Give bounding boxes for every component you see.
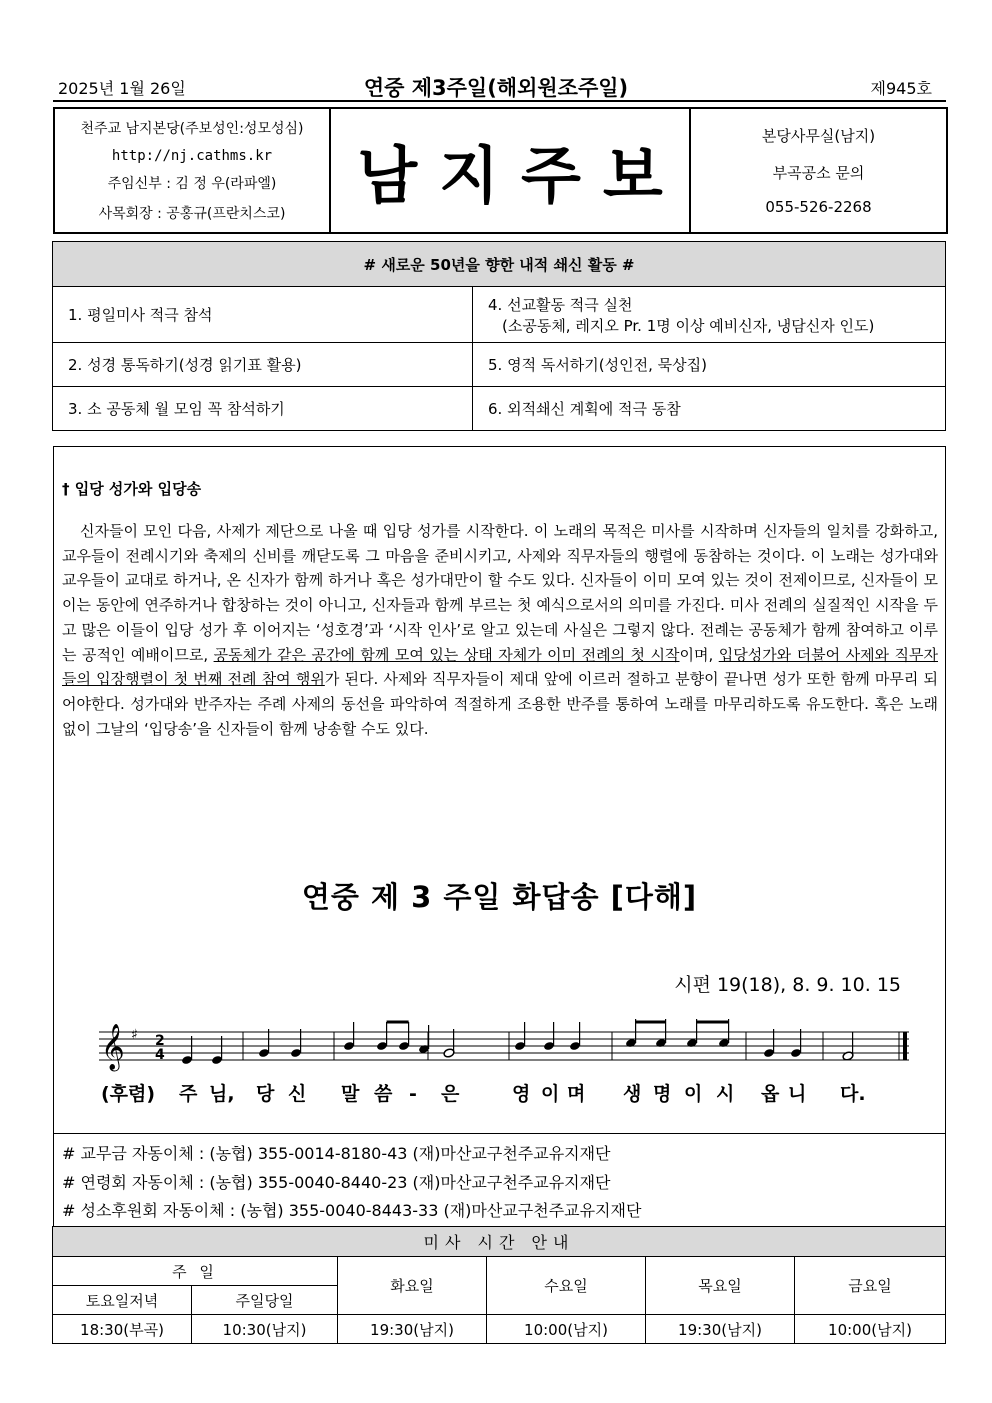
issue-number: 제945호 (870, 79, 932, 98)
time-saturday: 18:30(부곡) (53, 1315, 192, 1344)
account-funeral: # 연령회 자동이체 : (농협) 355-0040-8440-23 (재)마산교구천주교유지재단 (62, 1173, 611, 1192)
time-thursday: 19:30(남지) (646, 1315, 795, 1344)
article-title: † 입당 성가와 입당송 (62, 480, 202, 498)
friday-header: 금요일 (795, 1257, 946, 1315)
pastor: 주임신부 : 김 정 우(라파엘) (107, 176, 277, 193)
lyric-syllable: 주 (179, 1083, 198, 1105)
time-wednesday: 10:00(남지) (487, 1315, 646, 1344)
renewal-item-5: 5. 영적 독서하기(성인전, 묵상집) (473, 343, 946, 387)
lyric-syllable: 님, (209, 1083, 235, 1105)
parish-url[interactable]: http://nj.cathms.kr (111, 147, 273, 164)
time-friday: 10:00(남지) (795, 1315, 946, 1344)
office-info (691, 109, 946, 232)
lyric-syllable: 이 (684, 1083, 703, 1105)
renewal-item-3: 3. 소 공동체 월 모임 꼭 참석하기 (53, 387, 473, 431)
time-signature-top: 2 (155, 1033, 165, 1049)
masthead-title (331, 109, 691, 232)
renewal-heading: # 새로운 50년을 향한 내적 쇄신 활동 # (53, 242, 946, 287)
bulletin-name: 남지주보 (357, 139, 685, 212)
masthead (53, 107, 948, 234)
article-text-3: 가 된다. 사제와 직무자들이 제대 앞에 이르러 절하고 분향이 끝나면 성가 또한 함께 마무리 되어야한다. 성가대와 반주자는 주례 사제의 동선을 파악하여 적절하게 조용한 반주를 통하여 노래를 마무리하도록 유도한다. 혹은 노래 없이 그날의 ‘입당송’을 신자들이 함께 낭송할 수도 있다. (62, 670, 939, 738)
office-label: 본당사무실(남지) (761, 126, 876, 145)
divider (53, 100, 946, 102)
lyric-syllable: 신 (288, 1083, 307, 1105)
psalm-reference: 시편 19(18), 8. 9. 10. 15 (674, 974, 901, 996)
renewal-item-4-line2: (소공동체, 레지오 Pr. 1명 이상 예비신자, 냉담신자 인도) (502, 316, 875, 335)
lyric-syllable: 생 (623, 1083, 642, 1105)
lyric-syllable: 은 (441, 1083, 460, 1105)
saturday-evening-header: 토요일저녁 (53, 1286, 192, 1315)
lyric-syllable: 말 (341, 1083, 360, 1105)
lyric-syllable: 시 (716, 1083, 735, 1105)
council-head: 사목회장 : 공홍규(프란치스코) (98, 205, 286, 222)
lyric-syllable: 며 (567, 1083, 586, 1105)
music-staff (99, 1012, 919, 1122)
lyric-syllable: - (409, 1083, 417, 1105)
sunday-header: 주 일 (53, 1257, 338, 1286)
lyrics-group (179, 1082, 866, 1105)
psalm-title: 연중 제 3 주일 화답송 [다해] (301, 880, 698, 914)
notes-group (181, 1019, 854, 1065)
account-tithe: # 교무금 자동이체 : (농협) 355-0014-8180-43 (재)마산교구천주교유지재단 (62, 1144, 611, 1163)
article-text-2: 이며, (679, 645, 719, 664)
parish-info (55, 109, 331, 232)
lyric-syllable: 당 (256, 1083, 275, 1105)
mass-schedule-table (52, 1226, 946, 1344)
renewal-item-4 (473, 287, 946, 343)
time-tuesday: 19:30(남지) (338, 1315, 487, 1344)
article-underline-1: 공동체가 같은 공간에 함께 모여 있는 상태 자체가 이미 전례의 첫 시작 (213, 645, 680, 664)
article-box (53, 446, 946, 1134)
renewal-item-6: 6. 외적쇄신 계획에 적극 동참 (473, 387, 946, 431)
sharp-icon: ♯ (131, 1027, 138, 1043)
page-title: 연중 제3주일(해외원조주일) (363, 76, 629, 100)
article-body (62, 519, 938, 741)
thursday-header: 목요일 (646, 1257, 795, 1315)
lyric-syllable: 이 (541, 1083, 560, 1105)
treble-clef-icon: 𝄞 (101, 1024, 125, 1070)
time-signature-bottom: 4 (155, 1047, 165, 1063)
renewal-item-2: 2. 성경 통독하기(성경 읽기표 활용) (53, 343, 473, 387)
tuesday-header: 화요일 (338, 1257, 487, 1315)
lyric-syllable: 니 (788, 1083, 807, 1105)
mass-heading: 미사 시간 안내 (53, 1227, 946, 1257)
lyric-syllable: 명 (653, 1083, 672, 1105)
phone-number: 055-526-2268 (765, 198, 872, 217)
lyric-syllable: 영 (512, 1083, 531, 1105)
lyric-syllable: 씀 (374, 1083, 393, 1105)
wednesday-header: 수요일 (487, 1257, 646, 1315)
renewal-table (52, 241, 946, 431)
inquiry-label: 부곡공소 문의 (772, 163, 865, 182)
accounts-box (53, 1132, 946, 1227)
article-underline-2: 입당성가와 더불어 사제와 직무자들의 입장행렬이 첫 번째 전례 참여 행위 (62, 645, 938, 689)
lyric-syllable: 다. (840, 1083, 866, 1105)
lyric-syllable: 옵 (761, 1083, 780, 1105)
time-sunday: 10:30(남지) (192, 1315, 338, 1344)
sunday-day-header: 주일당일 (192, 1286, 338, 1315)
renewal-item-1: 1. 평일미사 적극 참석 (53, 287, 473, 343)
article-text-1: 신자들이 모인 다음, 사제가 제단으로 나올 때 입당 성가를 시작한다. 이 노래의 목적은 미사를 시작하며 신자들의 일치를 강화하고, 교우들이 전례시기와 축제의 신비를 깨닫도록 그 마음을 준비시키고, 사제와 직무자들의 행렬에 동참하는 것이다. 이 노래는 성가대와 교우들이 교대로 하거나, 온 신자가 함께 하거나 혹은 성가대만이 할 수도 있다. 신자들이 이미 모여 있는 것이 전제이므로, 신자들이 모이는 동안에 연주하거나 합창하는 것이 아니고, 신자들과 함께 부르는 첫 예식으로서의 의미를 가진다. 미사 전례의 실질적인 시작을 두고 많은 이들이 입당 성가 후 이어지는 ‘성호경’과 ‘시작 인사’로 알고 있는데 사실은 그렇지 않다. 전례는 공동체가 함께 참여하고 이루는 공적인 예배이므로, (62, 522, 938, 664)
refrain-label: (후렴) (101, 1083, 156, 1105)
account-vocation: # 성소후원회 자동이체 : (농협) 355-0040-8443-33 (재)마산교구천주교유지재단 (62, 1201, 642, 1220)
renewal-item-4-line1: 4. 선교활동 적극 실천 (488, 295, 633, 314)
issue-date: 2025년 1월 26일 (58, 79, 186, 98)
parish-name: 천주교 남지본당(주보성인:성모성심) (80, 121, 304, 138)
